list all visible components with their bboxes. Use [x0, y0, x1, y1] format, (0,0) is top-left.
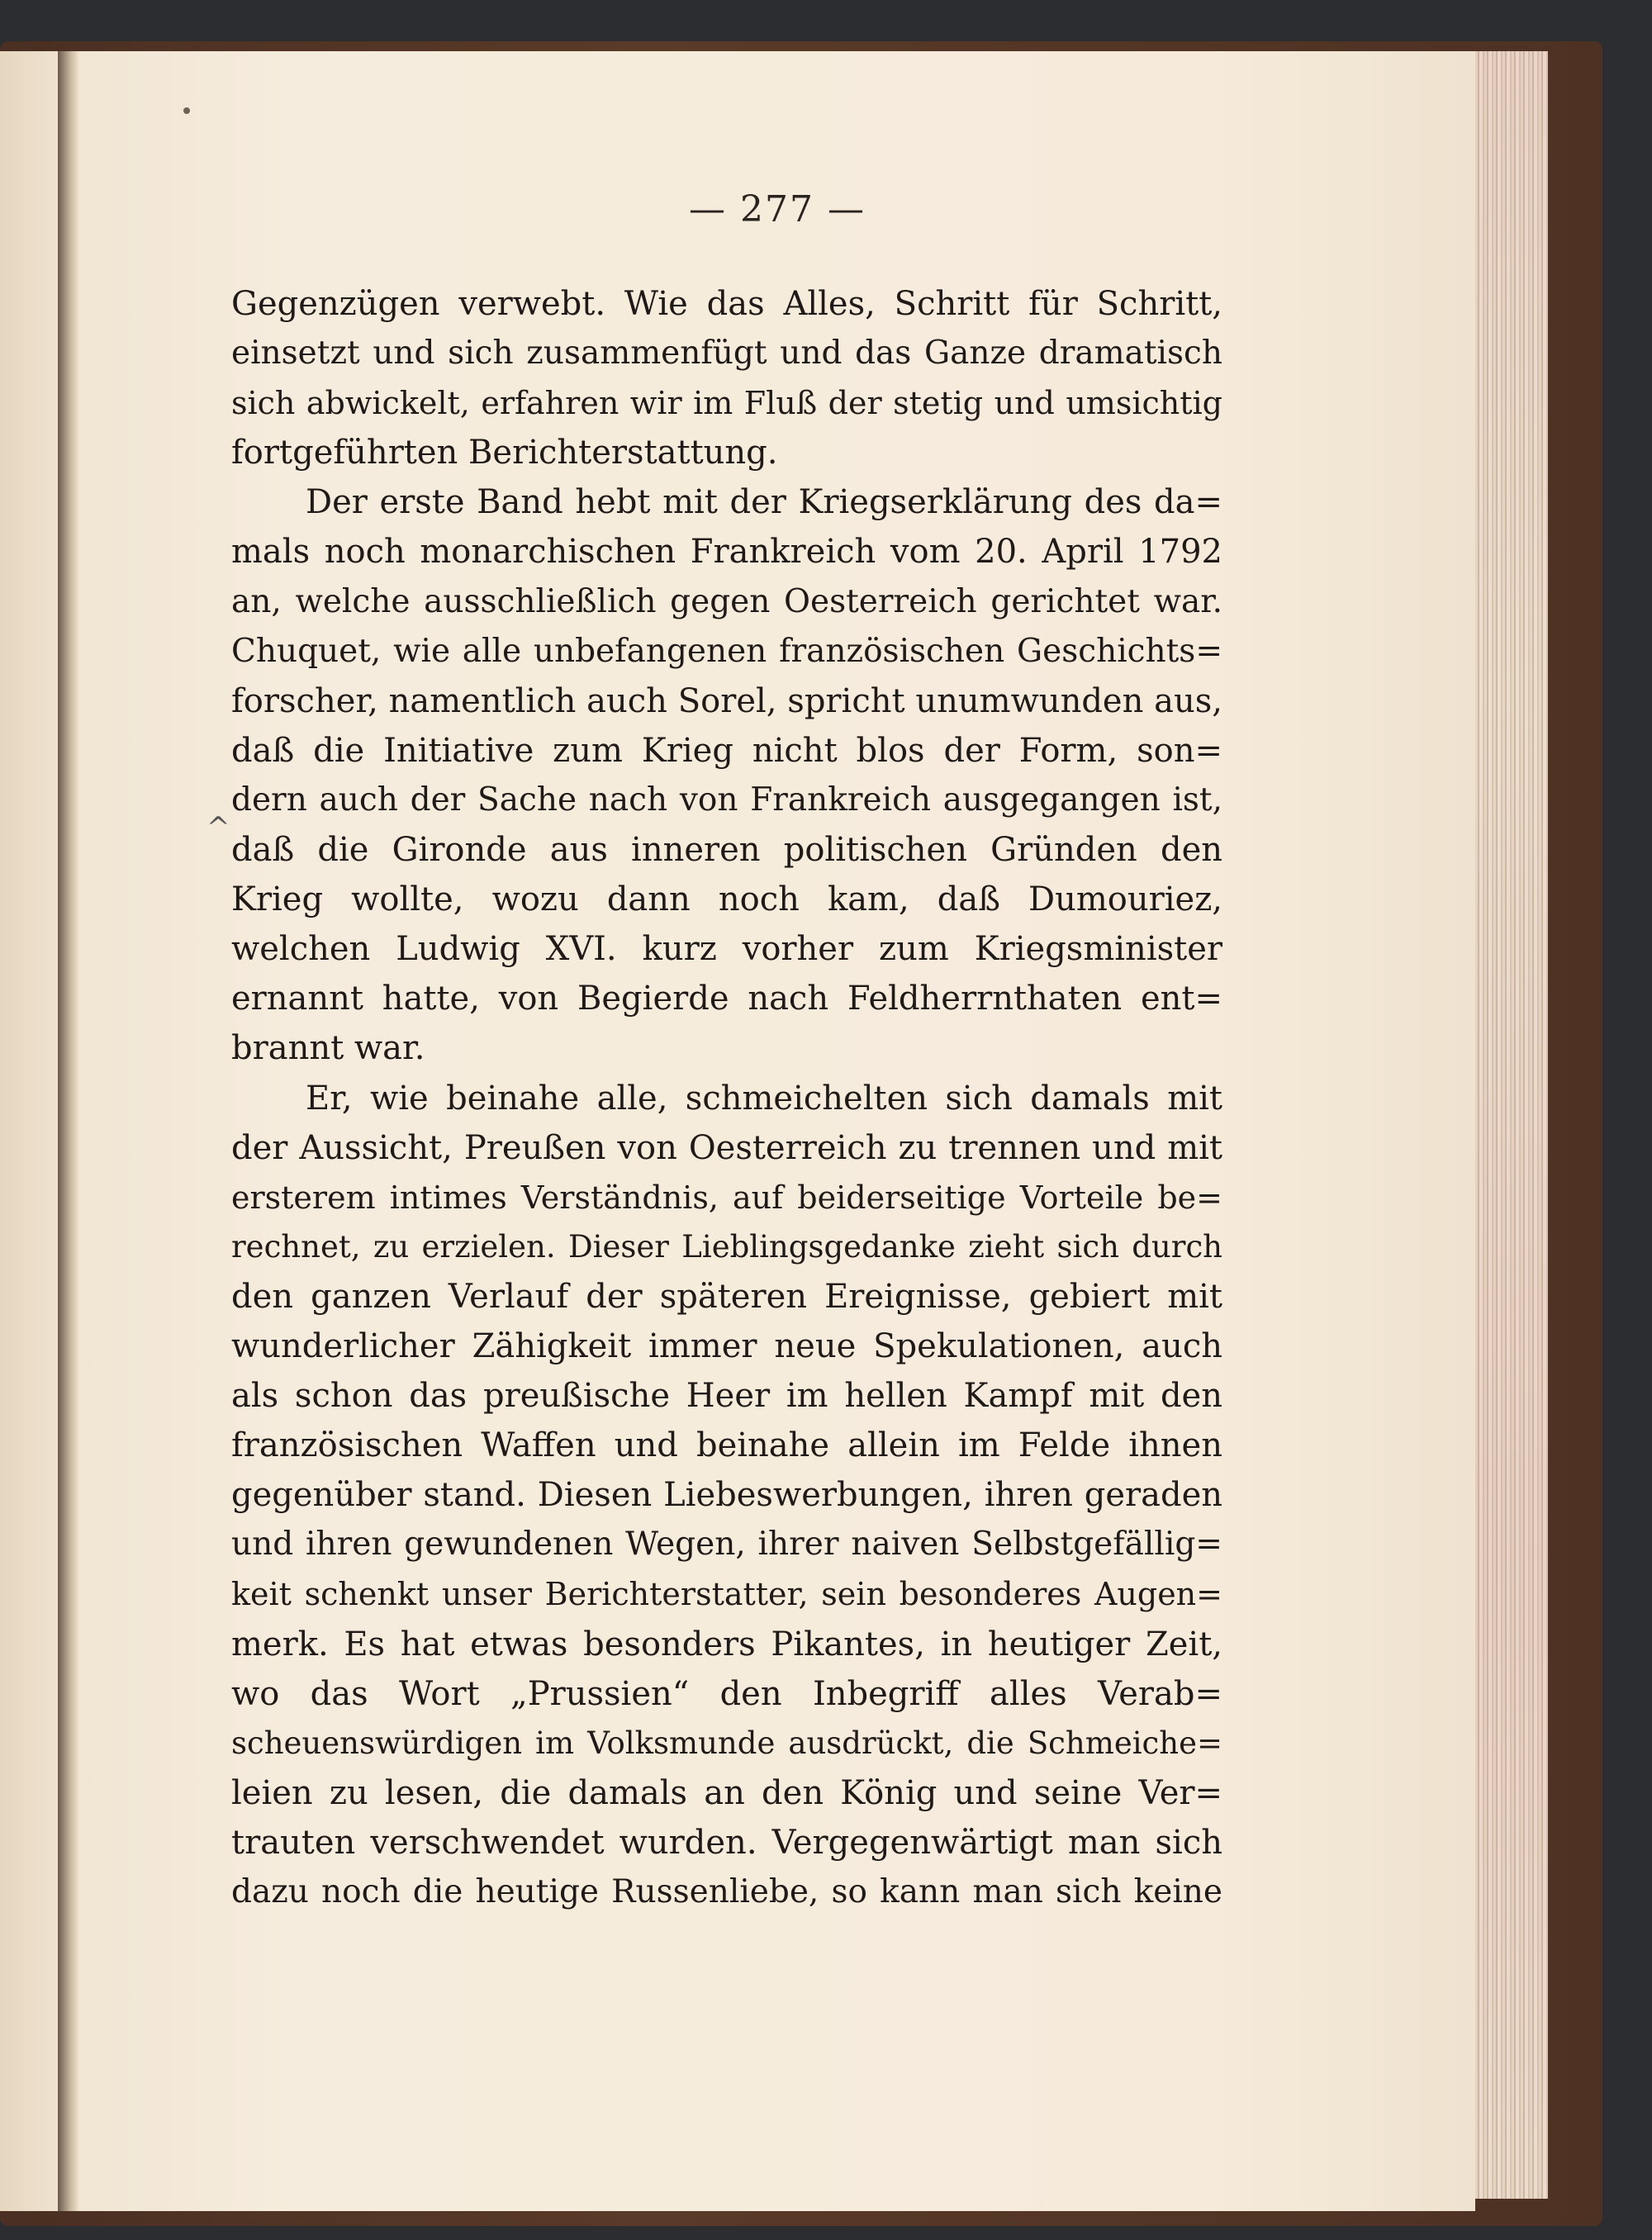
text-line: brannt war. — [231, 1029, 425, 1068]
text-line: merk. Es hat etwas besonders Pikantes, in heutiger Zeit, — [231, 1625, 1222, 1663]
left-page-edge — [0, 51, 60, 2211]
text-line: wo das Wort „Prussien“ den Inbegriff alles Verab= — [231, 1674, 1222, 1713]
text-line: gegenüber stand. Diesen Liebeswerbungen, ihren geraden — [231, 1476, 1222, 1515]
text-line: Krieg wollte, wozu dann noch kam, daß Dumouriez, — [231, 880, 1222, 919]
text-line: trauten verschwendet wurden. Vergegenwärtigt man sich — [231, 1823, 1222, 1862]
text-line: als schon das preußische Heer im hellen Kampf mit den — [231, 1377, 1222, 1416]
book-gutter — [58, 51, 79, 2211]
text-line: und ihren gewundenen Wegen, ihrer naiven Selbstgefällig= — [231, 1526, 1222, 1564]
text-line: leien zu lesen, die damals an den König und seine Ver= — [231, 1773, 1222, 1812]
text-line: Der erste Band hebt mit der Kriegserklärung des da= — [306, 483, 1222, 522]
text-line: Chuquet, wie alle unbefangenen französischen Geschichts= — [231, 632, 1222, 670]
text-line: den ganzen Verlauf der späteren Ereignisse, gebiert mit — [231, 1277, 1222, 1316]
text-line: dern auch der Sache nach von Frankreich ausgegangen ist, — [231, 781, 1222, 819]
stain-dot — [183, 107, 190, 114]
text-line: keit schenkt unser Berichterstatter, sein besonderes Augen= — [231, 1576, 1222, 1613]
text-line: rechnet, zu erzielen. Dieser Lieblingsgedanke zieht sich durch — [231, 1228, 1222, 1265]
text-line: einsetzt und sich zusammenfügt und das Ganze dramatisch — [231, 335, 1222, 373]
page-number: — 277 — — [689, 188, 866, 230]
page-edges-tint — [1475, 51, 1548, 2199]
text-line: daß die Initiative zum Krieg nicht blos der Form, son= — [231, 731, 1222, 770]
text-line: dazu noch die heutige Russenliebe, so kann man sich keine — [231, 1873, 1222, 1910]
margin-caret-mark: ^ — [206, 811, 230, 844]
text-line: daß die Gironde aus inneren politischen Gründen den — [231, 831, 1222, 870]
text-line: französischen Waffen und beinahe allein im Felde ihnen — [231, 1426, 1222, 1465]
text-line: wunderlicher Zähigkeit immer neue Spekulationen, auch — [231, 1326, 1222, 1365]
text-line: an, welche ausschließlich gegen Oesterreich gerichtet war. — [231, 582, 1222, 620]
text-line: welchen Ludwig XVI. kurz vorher zum Kriegsminister — [231, 930, 1222, 969]
text-line: ersterem intimes Verständnis, auf beiderseitige Vorteile be= — [231, 1179, 1222, 1216]
text-line: forscher, namentlich auch Sorel, spricht unumwunden aus, — [231, 681, 1222, 720]
text-line: Er, wie beinahe alle, schmeichelten sich damals mit — [306, 1079, 1222, 1118]
text-line: mals noch monarchischen Frankreich vom 20. April 1792 — [231, 533, 1222, 572]
text-line: sich abwickelt, erfahren wir im Fluß der stetig und umsichtig — [231, 385, 1222, 422]
text-line: der Aussicht, Preußen von Oesterreich zu trennen und mit — [231, 1128, 1222, 1167]
text-line: fortgeführten Berichterstattung. — [231, 434, 778, 472]
text-line: scheuenswürdigen im Volksmunde ausdrückt, die Schmeiche= — [231, 1725, 1222, 1761]
text-line: ernannt hatte, von Begierde nach Feldherrnthaten ent= — [231, 980, 1222, 1018]
body-text — [231, 279, 1222, 1917]
text-line: Gegenzügen verwebt. Wie das Alles, Schritt für Schritt, — [231, 285, 1222, 323]
